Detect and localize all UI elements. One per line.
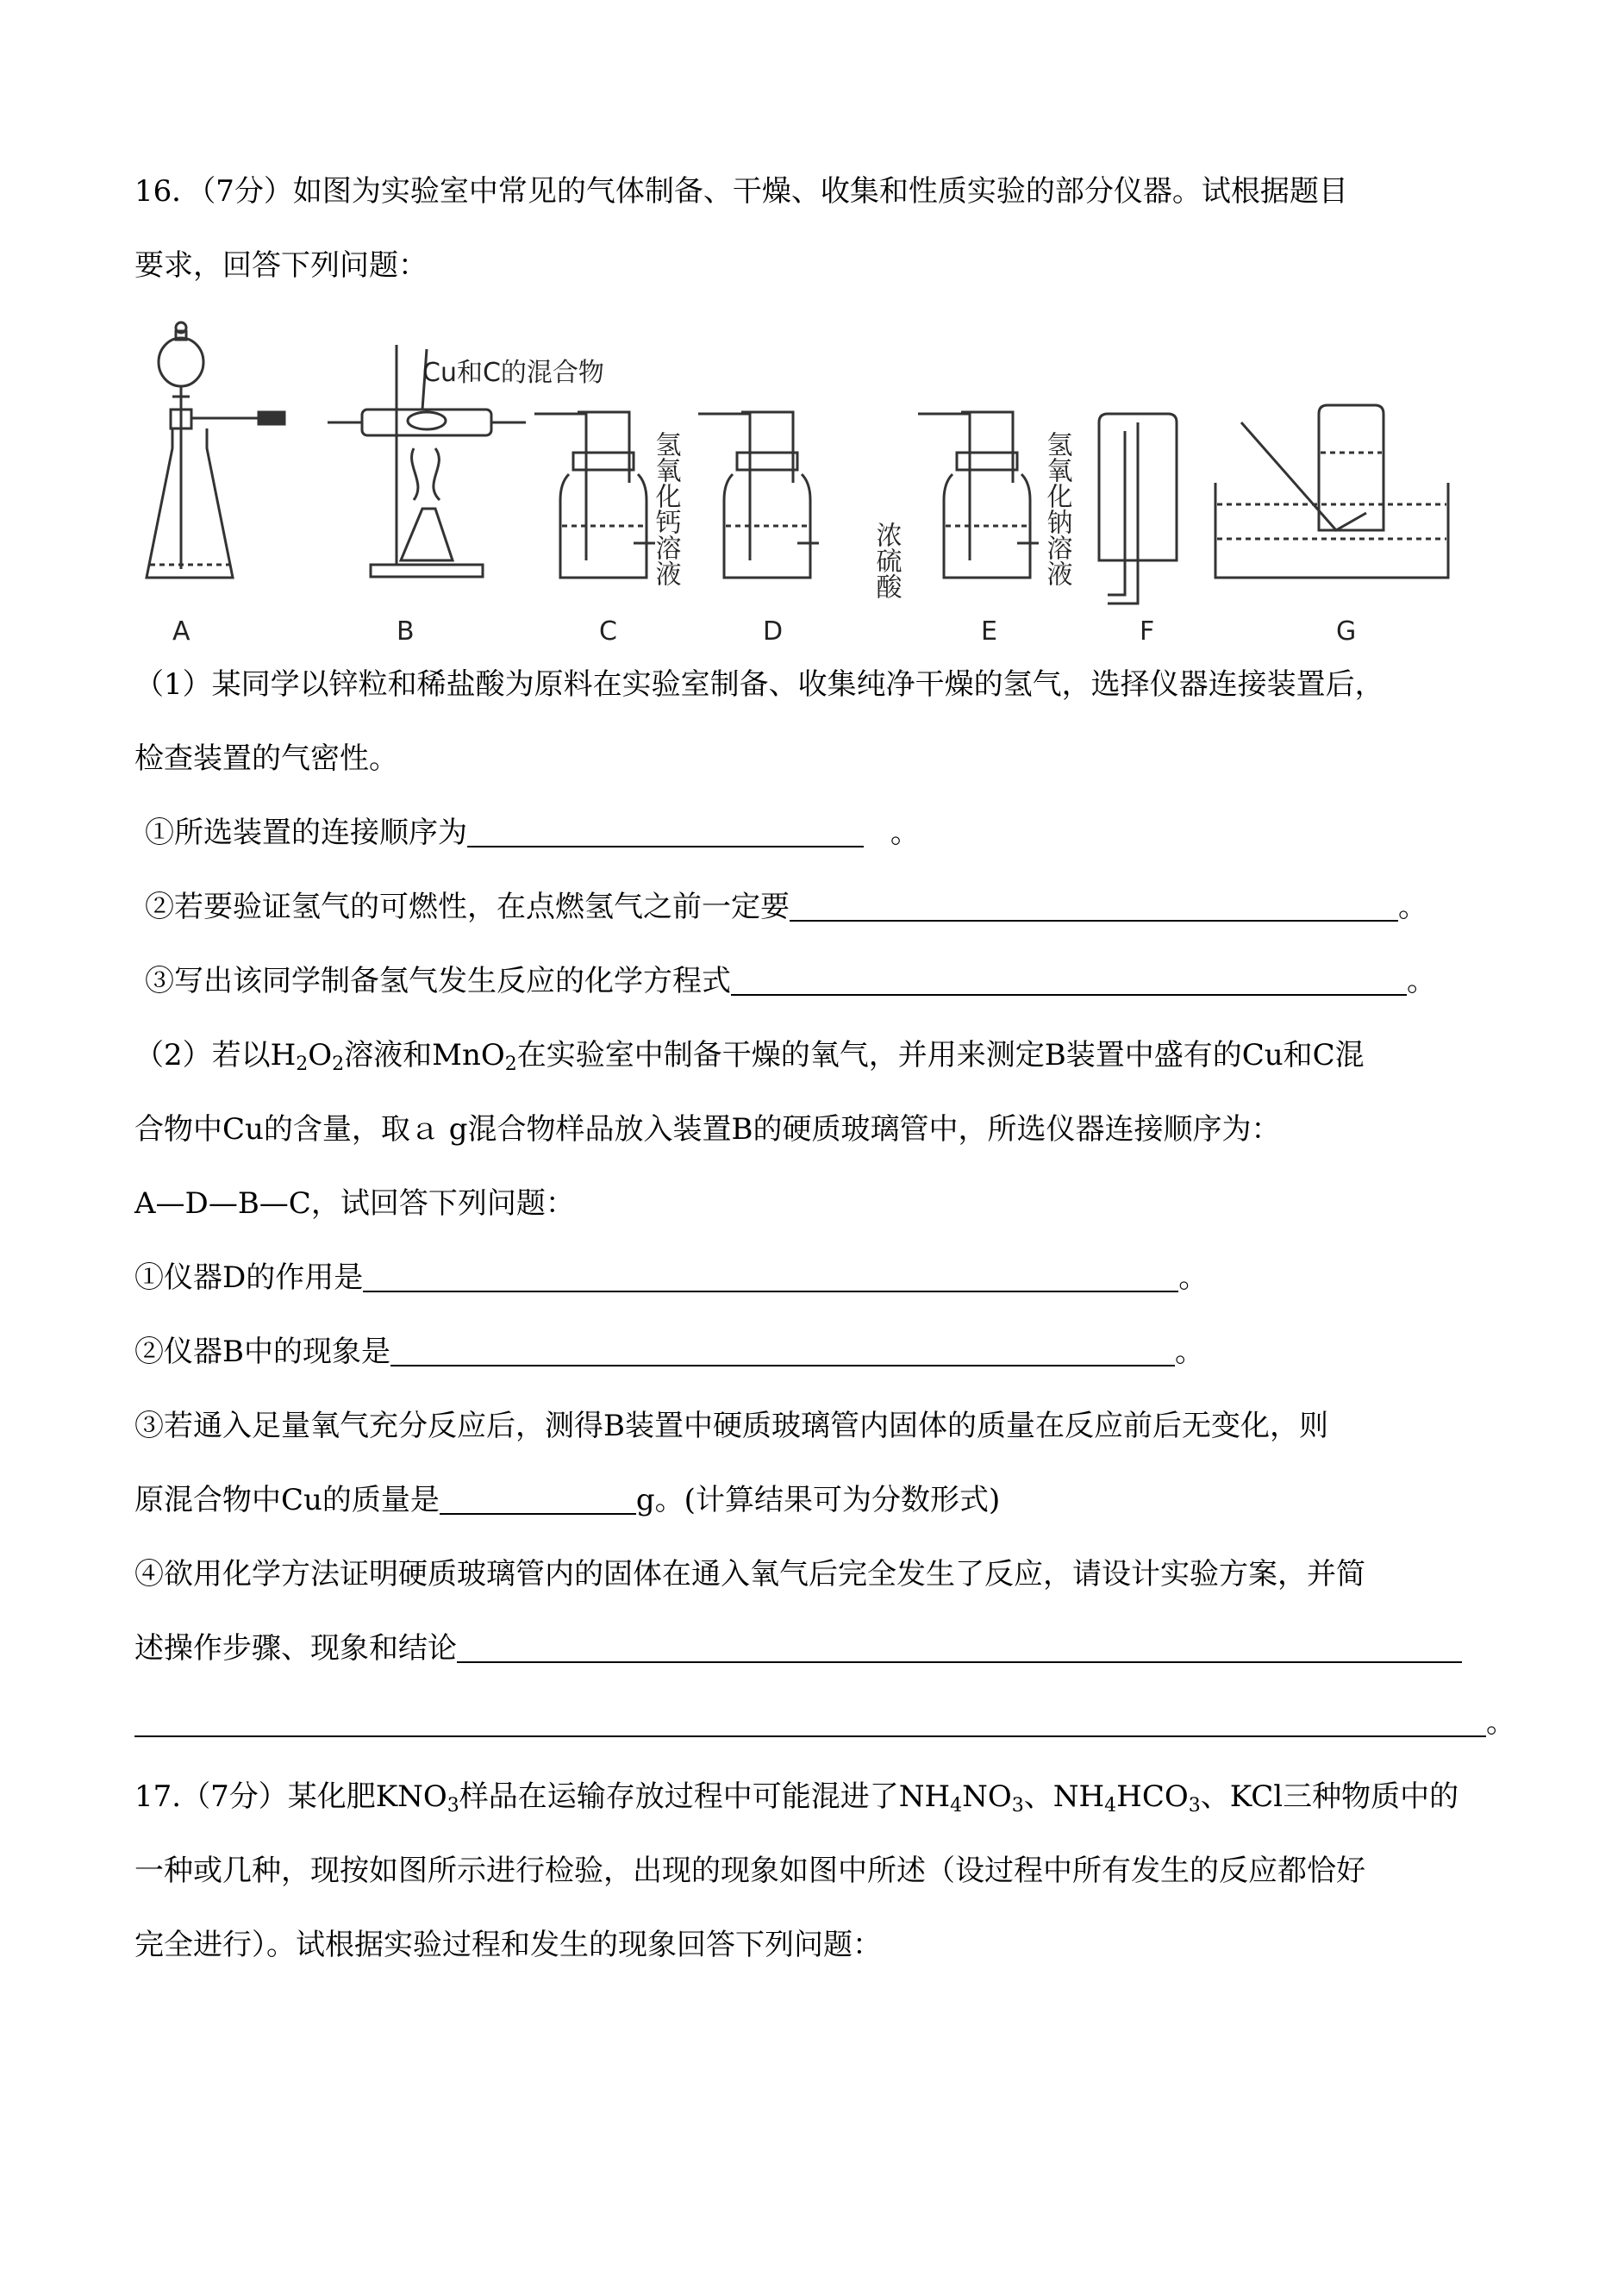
q16-stem-line1: 16．（7分）如图为实验室中常见的气体制备、干燥、收集和性质实验的部分仪器。试根据题目 (134, 174, 1348, 209)
q16-part2-line3: A—D—B—C，试回答下列问题： (134, 1186, 575, 1221)
q16-part2-q4-line2: 述操作步骤、现象和结论 (134, 1629, 1462, 1667)
figure-letter-g: G (1336, 616, 1357, 647)
q16-stem-line2: 要求，回答下列问题： (134, 248, 428, 283)
q16-part1-q1: ①所选装置的连接顺序为 。 (145, 816, 920, 850)
q16-part2-q3-line1: ③若通入足量氧气充分反应后，测得B装置中硬质玻璃管内固体的质量在反应前后无变化，则 (134, 1409, 1328, 1443)
figure-label-sulfuric-acid: 浓硫酸 (871, 522, 902, 599)
apparatus-figure (138, 310, 1207, 655)
q16-part2-q4-line1: ④欲用化学方法证明硬质玻璃管内的固体在通入氧气后完全发生了反应，请设计实验方案，并简 (134, 1557, 1365, 1591)
figure-label-sodium-hydroxide: 氢氧化钠溶液 (1041, 431, 1072, 586)
figure-mixture-label: Cu和C的混合物 (422, 358, 604, 388)
apparatus-a-icon (147, 322, 284, 578)
answer-blank-6[interactable] (440, 1484, 636, 1515)
q16-part1-q2: ②若要验证氢气的可燃性，在点燃氢气之前一定要 。 (145, 890, 1427, 924)
q17-stem-line3: 完全进行）。试根据实验过程和发生的现象回答下列问题： (134, 1928, 882, 1962)
q17-stem-line2: 一种或几种，现按如图所示进行检验，出现的现象如图中所述（设过程中所有发生的反应都恰好 (134, 1854, 1365, 1888)
q16-part2-q3-line2: 原混合物中Cu的质量是 g。(计算结果可为分数形式) (134, 1483, 1001, 1517)
figure-letter-e: E (981, 616, 997, 647)
figure-letter-a: A (172, 616, 191, 647)
figure-label-calcium-hydroxide: 氢氧化钙溶液 (650, 431, 681, 586)
q16-part2-line1: （2）若以$H_2O_2$溶液和MnO$_2$在实验室中制备干燥的氧气，并用来测定B装置中盛有的Cu和C混 (134, 1038, 1365, 1075)
q16-part1-q3: ③写出该同学制备氢气发生反应的化学方程式 。 (145, 964, 1436, 998)
answer-blank-5[interactable] (390, 1335, 1175, 1366)
q16-part1-line1: （1）某同学以锌粒和稀盐酸为原料在实验室制备、收集纯净干燥的氢气，选择仪器连接装置后， (134, 667, 1384, 702)
answer-blank-2[interactable] (790, 891, 1398, 922)
figure-letter-d: D (763, 616, 784, 647)
answer-blank-8[interactable] (134, 1706, 1486, 1737)
figure-letter-c: C (599, 616, 617, 647)
figure-letter-f: F (1140, 616, 1155, 647)
apparatus-d-icon (698, 412, 819, 578)
q16-part2-q4-line3: 。 (134, 1704, 1515, 1742)
answer-blank-7[interactable] (457, 1632, 1462, 1663)
answer-blank-4[interactable] (363, 1261, 1178, 1292)
apparatus-f-icon (1099, 414, 1177, 603)
answer-blank-1[interactable] (467, 816, 864, 847)
q16-part2-line2: 合物中Cu的含量，取ａ g混合物样品放入装置B的硬质玻璃管中，所选仪器连接顺序为： (134, 1112, 1281, 1147)
q16-part2-q1: ①仪器D的作用是 。 (134, 1260, 1209, 1295)
answer-blank-3[interactable] (731, 965, 1407, 996)
q16-part1-line2: 检查装置的气密性。 (134, 741, 398, 776)
q16-part2-q2: ②仪器B中的现象是 。 (134, 1335, 1204, 1369)
apparatus-g-figure (1207, 310, 1465, 655)
q17-stem-line1: 17.（7分）某化肥$KNO_3$样品在运输存放过程中可能混进了$NH_4NO_3$、$NH_4HCO_3$、KCl三种物质中的 (134, 1779, 1459, 1817)
apparatus-e-icon (918, 412, 1039, 578)
figure-letter-b: B (397, 616, 415, 647)
